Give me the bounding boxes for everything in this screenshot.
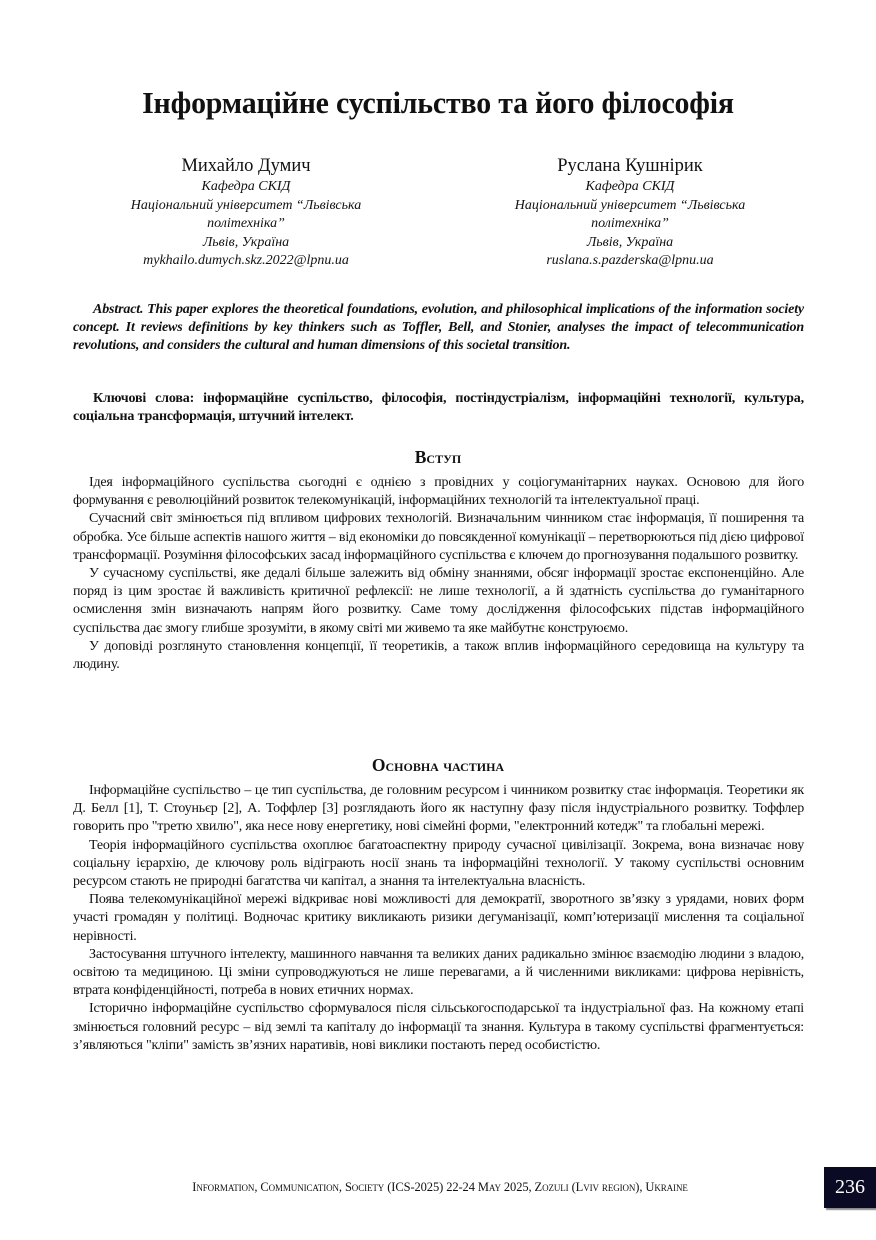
- page-number-badge: 236: [824, 1167, 876, 1208]
- author-email: ruslana.s.pazderska@lpnu.ua: [546, 253, 714, 268]
- paragraph: У сучасному суспільстві, яке дедалі більше залежить від обміну знаннями, обсяг інформації зростає експоненційно. Але поряд із цим зростає й важливість критичної рефлексії: не лише технології, а й здатність суспільства до гуманітарного осмислення змін визначають напрям його розвитку. Саме тому дослідження філософських підстав інформаційного суспільства дає змогу глибше зрозуміти, в якому світі ми живемо та яке майбутнє конструюємо.: [73, 566, 804, 636]
- author-university: Національний університет “Львівська: [130, 197, 362, 213]
- author-block-2: [480, 154, 780, 271]
- author-location: Львів, Україна: [586, 234, 674, 250]
- section-body-main-part: [73, 782, 804, 1055]
- paragraph: Сучасний світ змінюється під впливом цифрових технологій. Визначальним чинником стає інформація, її поширення та обробка. Усе більше аспектів нашого життя – від економіки до повсякденної комунікації – перетворюються під дією цифрової трансформації. Розуміння філософських засад інформаційного суспільства є ключем до прогнозування подальшого розвитку.: [73, 511, 804, 563]
- paragraph: Застосування штучного інтелекту, машинного навчання та великих даних радикально змінює взаємодію людини з владою, освітою та медициною. Ці зміни супроводжуються не лише перевагами, а й численними викликами: цифрова нерівність, втрата конфіденційності, потреба в нових етичних нормах.: [73, 946, 804, 999]
- paragraph: Поява телекомунікаційної мережі відкриває нові можливості для демократії, зворотного зв’язку з урядами, нових форм участі громадян у політиці. Водночас критику викликають ризики дегуманізації, комп’ютеризації мислення та соціальної нерівності.: [73, 892, 804, 944]
- author-department: Кафедра СКІД: [585, 179, 675, 194]
- author-name: Руслана Кушнірик: [557, 156, 703, 176]
- author-university: Національний університет “Львівська: [514, 197, 746, 213]
- abstract: Abstract. This paper explores the theoretical foundations, evolution, and philosophical implications of the information society concept. It reviews definitions by key thinkers such as Toffler, Bell, and Stonier, analyses the impact of telecommunication revolutions, and considers the cultural and human dimensions of this societal transition.: [73, 302, 804, 354]
- author-university-cont: політехніка”: [591, 216, 669, 231]
- author-email: mykhailo.dumych.skz.2022@lpnu.ua: [143, 253, 349, 268]
- conference-footer: Information, Communication, Society (ICS-2025) 22-24 May 2025, Zozuli (Lviv region), Ukraine: [192, 1180, 688, 1194]
- author-department: Кафедра СКІД: [201, 179, 291, 194]
- section-heading-main-part: Основна частина: [371, 755, 505, 775]
- author-university-cont: політехніка”: [207, 216, 285, 231]
- paragraph: Ідея інформаційного суспільства сьогодні є однією з провідних у соціогуманітарних науках. Основою для його формування є революційний розвиток телекомунікацій, інформаційних технологій та інтелектуальної праці.: [73, 475, 804, 509]
- section-body-introduction: [73, 474, 804, 674]
- paragraph: Історично інформаційне суспільство сформувалося після сільськогосподарської та індустріальної фаз. На кожному етапі змінюється головний ресурс – від землі та капіталу до інформації та знання. Культура в такому суспільстві фрагментується: з’являються "кліпи" замість зв’язних наративів, нові виклики постають перед особистістю.: [73, 1001, 804, 1053]
- keywords: Ключові слова: інформаційне суспільство, філософія, постіндустріалізм, інформаційні технології, культура, соціальна трансформація, штучний інтелект.: [73, 391, 804, 425]
- paper-title: Інформаційне суспільство та його філософія: [142, 86, 734, 120]
- section-heading-introduction: Вступ: [414, 447, 462, 467]
- author-location: Львів, Україна: [202, 234, 290, 250]
- author-block-1: [86, 154, 406, 271]
- paragraph: Теорія інформаційного суспільства охоплює багатоаспектну природу сучасної цивілізації. Зокрема, вона визначає нову соціальну ієрархію, де ключову роль відіграють носії знань та інформаційні технології. У такому суспільстві основним ресурсом стають не природні багатства чи капітал, а знання та інтелектуальна власність.: [73, 837, 804, 890]
- paragraph: Інформаційне суспільство – це тип суспільства, де головним ресурсом і чинником розвитку стає інформація. Теоретики як Д. Белл [1], Т. Стоуньєр [2], А. Тоффлер [3] розглядають його як наступну фазу після індустріального розвитку. Тоффлер говорить про "третю хвилю", яка несе нову енергетику, нові сімейні форми, "електронний котедж" та глобальні мережі.: [73, 783, 804, 835]
- paragraph: У доповіді розглянуто становлення концепції, її теоретиків, а також вплив інформаційного середовища на культуру та людину.: [73, 638, 804, 673]
- author-name: Михайло Думич: [181, 156, 311, 176]
